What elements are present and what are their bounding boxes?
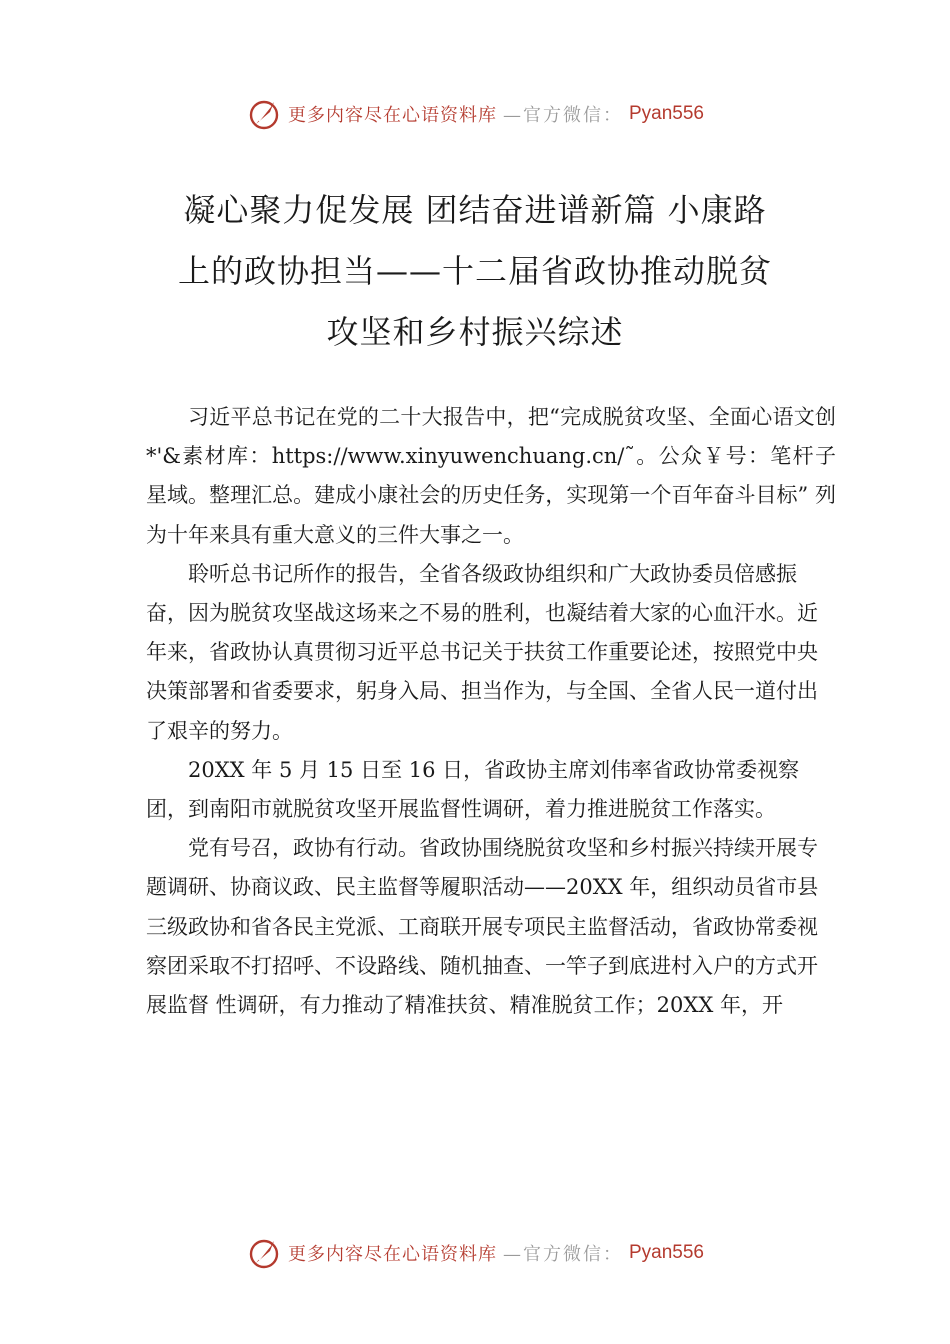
header-banner	[0, 94, 950, 134]
title-line: 攻坚和乡村振兴综述	[326, 313, 624, 351]
banner-contact-label: —官方微信：	[502, 105, 623, 126]
footer-banner	[0, 1233, 950, 1273]
body-paragraph: 20XX 年 5 月 15 日至 16 日，省政协主席刘伟率省政协常委视察团，到南阳市就脱贫攻坚开展监督性调研，着力推进脱贫工作落实。	[146, 757, 800, 822]
banner-wechat-id: Pyan556	[628, 1242, 704, 1263]
title-line: 凝心聚力促发展 团结奋进谱新篇 小康路	[183, 191, 767, 229]
document-body	[146, 398, 836, 1025]
body-paragraph: 习近平总书记在党的二十大报告中，把“完成脱贫攻坚、全面心语文创*'&素材库：https://www.xinyuwenchuang.cn/˜。公众￥号：笔杆子星域。整理汇总。建成小康社会的历史任务，实现第一个百年奋斗目标” 列为十年来具有重大意义的三件大事之一。	[146, 405, 836, 547]
document-title	[140, 180, 810, 363]
quill-logo-icon	[246, 96, 282, 132]
title-line: 上的政协担当——十二届省政协推动脱贫	[177, 252, 772, 290]
banner-wechat-id: Pyan556	[628, 103, 704, 124]
body-paragraph: 党有号召，政协有行动。省政协围绕脱贫攻坚和乡村振兴持续开展专题调研、协商议政、民主监督等履职活动——20XX 年，组织动员省市县三级政协和省各民主党派、工商联开展专项民主监督活动，省政协常委视察团采取不打招呼、不设路线、随机抽查、一竿子到底进村入户的方式开展监督 性调研，有力推动了精准扶贫、精准脱贫工作；20XX 年，开	[146, 836, 819, 1018]
banner-contact-label: —官方微信：	[502, 1244, 623, 1265]
banner-brand-text: 更多内容尽在心语资料库	[287, 1244, 497, 1265]
banner-brand-text: 更多内容尽在心语资料库	[287, 105, 497, 126]
body-paragraph: 聆听总书记所作的报告，全省各级政协组织和广大政协委员倍感振奋，因为脱贫攻坚战这场来之不易的胜利，也凝结着大家的心血汗水。近年来，省政协认真贯彻习近平总书记关于扶贫工作重要论述，按照党中央决策部署和省委要求，躬身入局、担当作为，与全国、全省人民一道付出了艰辛的努力。	[146, 561, 818, 743]
quill-logo-icon	[246, 1235, 282, 1271]
